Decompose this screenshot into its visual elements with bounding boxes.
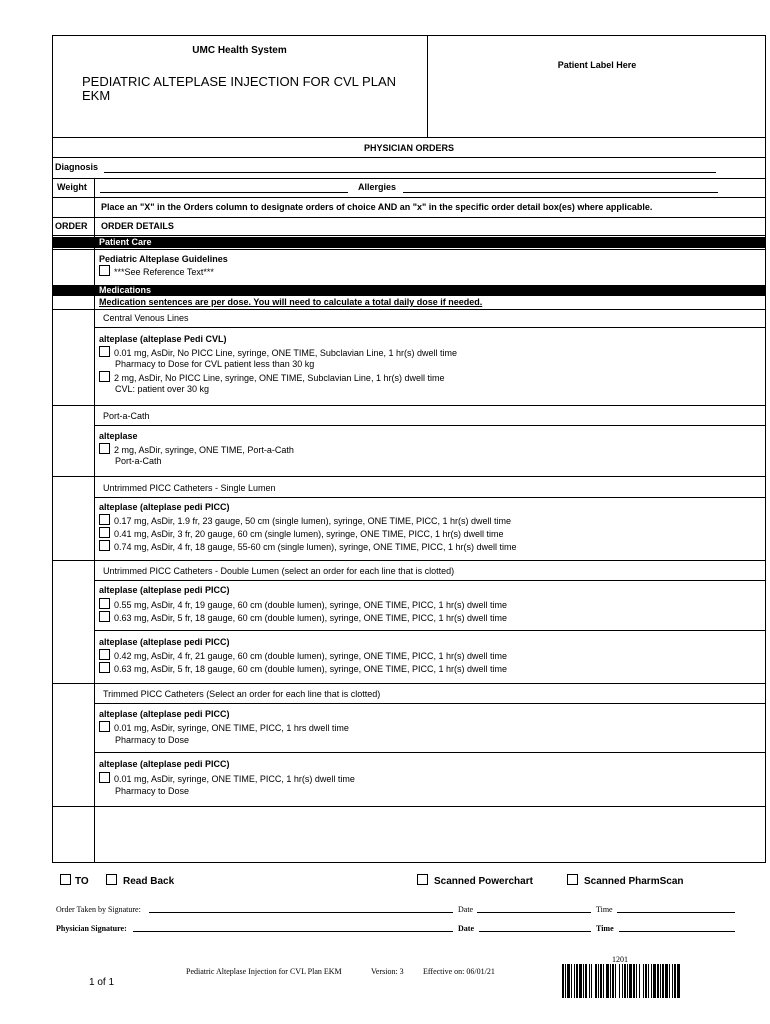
checkbox[interactable] [99, 265, 110, 276]
checkbox[interactable] [99, 611, 110, 622]
order-taken-time-label: Time [596, 905, 613, 914]
checkbox[interactable] [106, 874, 117, 885]
physician-signature-label: Physician Signature: [56, 924, 127, 933]
physician-orders-heading: PHYSICIAN ORDERS [363, 143, 454, 153]
physician-signature-field[interactable] [133, 931, 453, 932]
order-taken-date-label: Date [458, 905, 474, 914]
allergies-label: Allergies [358, 182, 397, 192]
checkbox[interactable] [99, 346, 110, 357]
page-number: 1 of 1 [89, 977, 115, 988]
cvl-option-1 [99, 346, 457, 359]
row-line [52, 405, 766, 406]
frame-bottom [52, 862, 766, 863]
double-option-a2-text: 0.63 mg, AsDir, 5 fr, 18 gauge, 60 cm (double lumen), syringe, ONE TIME, PICC, 1 hr(s) dwell time [114, 613, 507, 623]
single-drug: alteplase (alteplase pedi PICC) [99, 502, 230, 512]
cvl-option-1-text: 0.01 mg, AsDir, No PICC Line, syringe, ONE TIME, Subclavian Line, 1 hr(s) dwell time [114, 348, 457, 358]
double-option-b2-text: 0.63 mg, AsDir, 5 fr, 18 gauge, 60 cm (double lumen), syringe, ONE TIME, PICC, 1 hr(s) dwell time [114, 664, 507, 674]
single-option-2 [99, 527, 503, 540]
row-line [52, 197, 766, 198]
single-option-3-text: 0.74 mg, AsDir, 4 fr, 18 gauge, 55-60 cm (single lumen), syringe, ONE TIME, PICC, 1 hr(s) dwell time [114, 542, 517, 552]
org-name: UMC Health System [192, 45, 287, 56]
to-label: TO [75, 876, 89, 887]
diagnosis-label: Diagnosis [55, 162, 99, 172]
row-line [94, 752, 766, 753]
order-details-column-header: ORDER DETAILS [101, 221, 174, 231]
diagnosis-field[interactable] [104, 172, 716, 173]
trimmed-option-b1-note: Pharmacy to Dose [115, 786, 190, 796]
frame-top [52, 35, 766, 36]
trimmed-option-b1 [99, 772, 355, 785]
row-line [94, 497, 766, 498]
cvl-option-1-note: Pharmacy to Dose for CVL patient less than 30 kg [115, 359, 315, 369]
physician-time-label: Time [596, 924, 614, 933]
scanned-pharmscan-label: Scanned PharmScan [584, 876, 684, 887]
read-back-label: Read Back [123, 876, 175, 887]
cvl-option-2-text: 2 mg, AsDir, No PICC Line, syringe, ONE TIME, Subclavian Line, 1 hr(s) dwell time [114, 373, 445, 383]
checkbox[interactable] [60, 874, 71, 885]
trimmed-option-a1-note: Pharmacy to Dose [115, 735, 190, 745]
guidelines-item [99, 265, 214, 278]
checkbox[interactable] [417, 874, 428, 885]
row-line [52, 476, 766, 477]
double-drug-b: alteplase (alteplase pedi PICC) [99, 637, 230, 647]
row-line [94, 703, 766, 704]
checkbox[interactable] [99, 371, 110, 382]
row-line [52, 560, 766, 561]
port-option-1 [99, 443, 294, 456]
cvl-drug: alteplase (alteplase Pedi CVL) [99, 334, 227, 344]
single-option-1 [99, 514, 511, 527]
port-heading: Port-a-Cath [103, 411, 150, 421]
trimmed-option-a1-text: 0.01 mg, AsDir, syringe, ONE TIME, PICC, 1 hrs dwell time [114, 723, 349, 733]
trimmed-heading: Trimmed PICC Catheters (Select an order for each line that is clotted) [103, 689, 381, 699]
scanned-pharmscan-option [567, 874, 683, 888]
checkbox[interactable] [99, 443, 110, 454]
single-option-2-text: 0.41 mg, AsDir, 3 fr, 20 gauge, 60 cm (single lumen), syringe, ONE TIME, PICC, 1 hr(s) dwell time [114, 529, 504, 539]
effective-date: Effective on: 06/01/21 [423, 967, 495, 976]
double-option-b1 [99, 649, 507, 662]
double-option-b1-text: 0.42 mg, AsDir, 4 fr, 21 gauge, 60 cm (double lumen), syringe, ONE TIME, PICC, 1 hr(s) dwell time [114, 651, 507, 661]
double-heading: Untrimmed PICC Catheters - Double Lumen (select an order for each line that is clotted) [103, 566, 455, 576]
checkbox[interactable] [99, 540, 110, 551]
row-line [52, 806, 766, 807]
double-option-a2 [99, 611, 507, 624]
checkbox[interactable] [99, 514, 110, 525]
document-name: Pediatric Alteplase Injection for CVL Plan EKM [186, 967, 342, 976]
physician-date-label: Date [458, 924, 474, 933]
double-option-a1-text: 0.55 mg, AsDir, 4 fr, 19 gauge, 60 cm (double lumen), syringe, ONE TIME, PICC, 1 hr(s) dwell time [114, 600, 507, 610]
port-drug: alteplase [99, 431, 138, 441]
order-taken-signature-field[interactable] [149, 912, 453, 913]
row-line [94, 425, 766, 426]
order-column-header: ORDER [55, 221, 88, 231]
guidelines-item-label: ***See Reference Text*** [114, 267, 214, 277]
checkbox[interactable] [99, 721, 110, 732]
row-line [52, 217, 766, 218]
checkbox[interactable] [99, 649, 110, 660]
row-line [94, 327, 766, 328]
physician-time-field[interactable] [619, 931, 735, 932]
header-bottom [52, 137, 766, 138]
port-option-1-note: Port-a-Cath [115, 456, 162, 466]
scanned-powerchart-label: Scanned Powerchart [434, 876, 533, 887]
row-line [52, 309, 766, 310]
barcode-number: 1201 [612, 955, 628, 964]
patient-care-bar: Patient Care [53, 237, 765, 248]
weight-field[interactable] [100, 192, 348, 193]
medications-note: Medication sentences are per dose. You will need to calculate a total daily dose if needed. [99, 297, 483, 307]
to-option [60, 874, 89, 888]
col-divider [94, 178, 95, 863]
trimmed-drug-a: alteplase (alteplase pedi PICC) [99, 709, 230, 719]
order-taken-date-field[interactable] [477, 912, 591, 913]
single-option-1-text: 0.17 mg, AsDir, 1.9 fr, 23 gauge, 50 cm (single lumen), syringe, ONE TIME, PICC, 1 hr(s) dwell time [114, 516, 511, 526]
checkbox[interactable] [99, 598, 110, 609]
guidelines-title: Pediatric Alteplase Guidelines [99, 254, 228, 264]
trimmed-option-a1 [99, 721, 349, 734]
trimmed-option-b1-text: 0.01 mg, AsDir, syringe, ONE TIME, PICC, 1 hr(s) dwell time [114, 774, 355, 784]
plan-title: PEDIATRIC ALTEPLASE INJECTION FOR CVL PLAN EKM [82, 74, 396, 103]
barcode-bar [680, 964, 682, 998]
frame-left [52, 35, 53, 863]
port-option-1-text: 2 mg, AsDir, syringe, ONE TIME, Port-a-Cath [114, 445, 294, 455]
checkbox[interactable] [99, 527, 110, 538]
checkbox[interactable] [99, 662, 110, 673]
cvl-option-2 [99, 371, 444, 384]
weight-label: Weight [57, 182, 87, 192]
single-heading: Untrimmed PICC Catheters - Single Lumen [103, 483, 276, 493]
scanned-powerchart-option [417, 874, 533, 888]
order-taken-time-field[interactable] [617, 912, 735, 913]
row-line [52, 249, 766, 250]
row-line [52, 235, 766, 236]
allergies-field[interactable] [403, 192, 718, 193]
cvl-option-2-note: CVL: patient over 30 kg [115, 384, 210, 394]
row-line [52, 683, 766, 684]
row-line [52, 178, 766, 179]
single-option-3 [99, 540, 517, 553]
physician-date-field[interactable] [479, 931, 591, 932]
header-divider [427, 35, 428, 138]
barcode [562, 964, 682, 998]
checkbox[interactable] [567, 874, 578, 885]
row-line [52, 157, 766, 158]
row-line [94, 630, 766, 631]
double-drug-a: alteplase (alteplase pedi PICC) [99, 585, 230, 595]
patient-label: Patient Label Here [557, 60, 637, 70]
checkbox[interactable] [99, 772, 110, 783]
double-option-a1 [99, 598, 507, 611]
instruction-text: Place an "X" in the Orders column to designate orders of choice AND an "x" in the specific order detail box(es) where applicable. [101, 202, 653, 212]
read-back-option [106, 874, 174, 888]
version: Version: 3 [371, 967, 404, 976]
medications-bar: Medications [53, 285, 765, 296]
frame-right [765, 35, 766, 863]
cvl-heading: Central Venous Lines [103, 313, 189, 323]
order-taken-label: Order Taken by Signature: [56, 905, 141, 914]
row-line [94, 580, 766, 581]
double-option-b2 [99, 662, 507, 675]
trimmed-drug-b: alteplase (alteplase pedi PICC) [99, 759, 230, 769]
